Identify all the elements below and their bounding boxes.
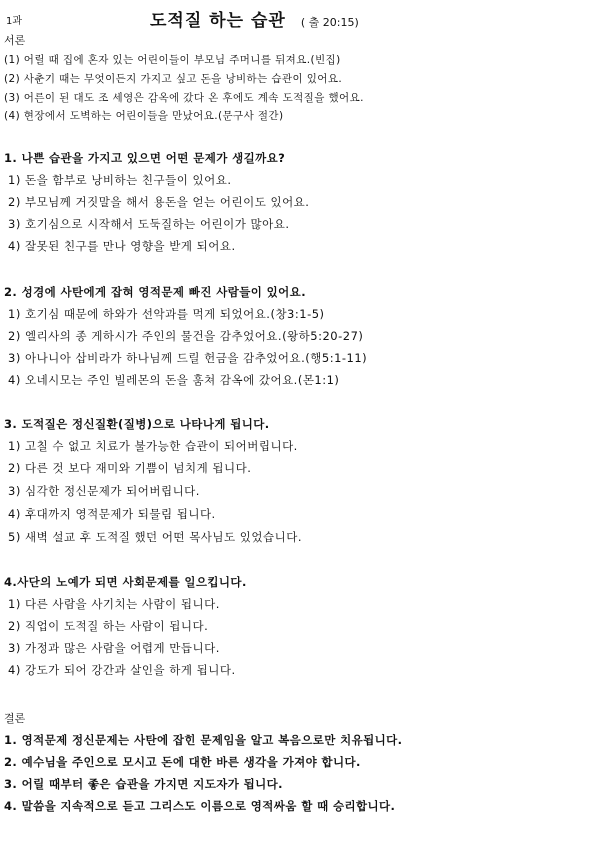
section-2-item: 2) 엘리사의 종 게하시가 주인의 물건을 감추었어요.(왕하5:20-27)	[8, 329, 364, 343]
section-1-item: 3) 호기심으로 시작해서 도둑질하는 어린이가 많아요.	[8, 217, 290, 231]
section-1-heading: 1. 나쁜 습관을 가지고 있으면 어떤 문제가 생길까요?	[4, 151, 286, 165]
section-3-item: 1) 고칠 수 없고 치료가 불가능한 습관이 되어버립니다.	[8, 439, 298, 453]
section-1-item: 2) 부모님께 거짓말을 해서 용돈을 얻는 어린이도 있어요.	[8, 195, 310, 209]
conclusion-line: 2. 예수님을 주인으로 모시고 돈에 대한 바른 생각을 가져야 합니다.	[4, 755, 361, 769]
intro-line: (1) 어릴 때 집에 혼자 있는 어린이들이 부모님 주머니를 뒤져요.(빈집)	[4, 54, 341, 66]
conclusion-line: 4. 말씀을 지속적으로 듣고 그리스도 이름으로 영적싸움 할 때 승리합니다.	[4, 799, 396, 813]
section-2-item: 4) 오네시모는 주인 빌레몬의 돈을 훔쳐 감옥에 갔어요.(몬1:1)	[8, 373, 340, 387]
section-3-item: 4) 후대까지 영적문제가 되물림 됩니다.	[8, 507, 216, 521]
section-4-item: 2) 직업이 도적질 하는 사람이 됩니다.	[8, 619, 209, 633]
lesson-number: 1과	[6, 16, 23, 27]
title-block	[150, 6, 590, 31]
section-4-heading: 4.사단의 노예가 되면 사회문제를 일으킵니다.	[4, 575, 247, 589]
intro-line: (3) 어른이 된 대도 조 세영은 감옥에 갔다 온 후에도 계속 도적질을 했어요.	[4, 92, 364, 104]
section-2-item: 1) 호기심 때문에 하와가 선악과를 먹게 되었어요.(창3:1-5)	[8, 307, 325, 321]
section-3-item: 2) 다른 것 보다 재미와 기쁨이 넘치게 됩니다.	[8, 461, 252, 475]
section-4-item: 3) 가정과 많은 사람을 어렵게 만듭니다.	[8, 641, 220, 655]
section-1-item: 1) 돈을 함부로 낭비하는 친구들이 있어요.	[8, 173, 232, 187]
section-3-heading: 3. 도적질은 정신질환(질병)으로 나타나게 됩니다.	[4, 417, 270, 431]
section-4-item: 1) 다른 사람을 사기치는 사람이 됩니다.	[8, 597, 220, 611]
conclusion-line: 1. 영적문제 정신문제는 사탄에 잡힌 문제임을 알고 복음으로만 치유됩니다.	[4, 733, 403, 747]
section-2-heading: 2. 성경에 사탄에게 잡혀 영적문제 빠진 사람들이 있어요.	[4, 285, 306, 299]
intro-line: (4) 현장에서 도벽하는 어린이들을 만났어요.(문구사 절간)	[4, 110, 284, 122]
page-title: 도적질 하는 습관	[150, 11, 286, 31]
intro-label: 서론	[4, 34, 26, 47]
conclusion-label: 결론	[4, 712, 26, 725]
conclusion-line: 3. 어릴 때부터 좋은 습관을 가지면 지도자가 됩니다.	[4, 777, 283, 791]
section-4-item: 4) 강도가 되어 강간과 살인을 하게 됩니다.	[8, 663, 236, 677]
section-3-item: 3) 심각한 정신문제가 되어버립니다.	[8, 484, 200, 498]
scripture-reference: ( 출 20:15)	[300, 16, 359, 29]
section-2-item: 3) 아나니아 삽비라가 하나님께 드릴 헌금을 감추었어요.(행5:1-11)	[8, 351, 368, 365]
section-1-item: 4) 잘못된 친구를 만나 영향을 받게 되어요.	[8, 239, 236, 253]
section-3-item: 5) 새벽 설교 후 도적질 했던 어떤 목사님도 있었습니다.	[8, 530, 302, 544]
intro-line: (2) 사춘기 때는 무엇이든지 가지고 싶고 돈을 낭비하는 습관이 있어요.	[4, 73, 343, 85]
